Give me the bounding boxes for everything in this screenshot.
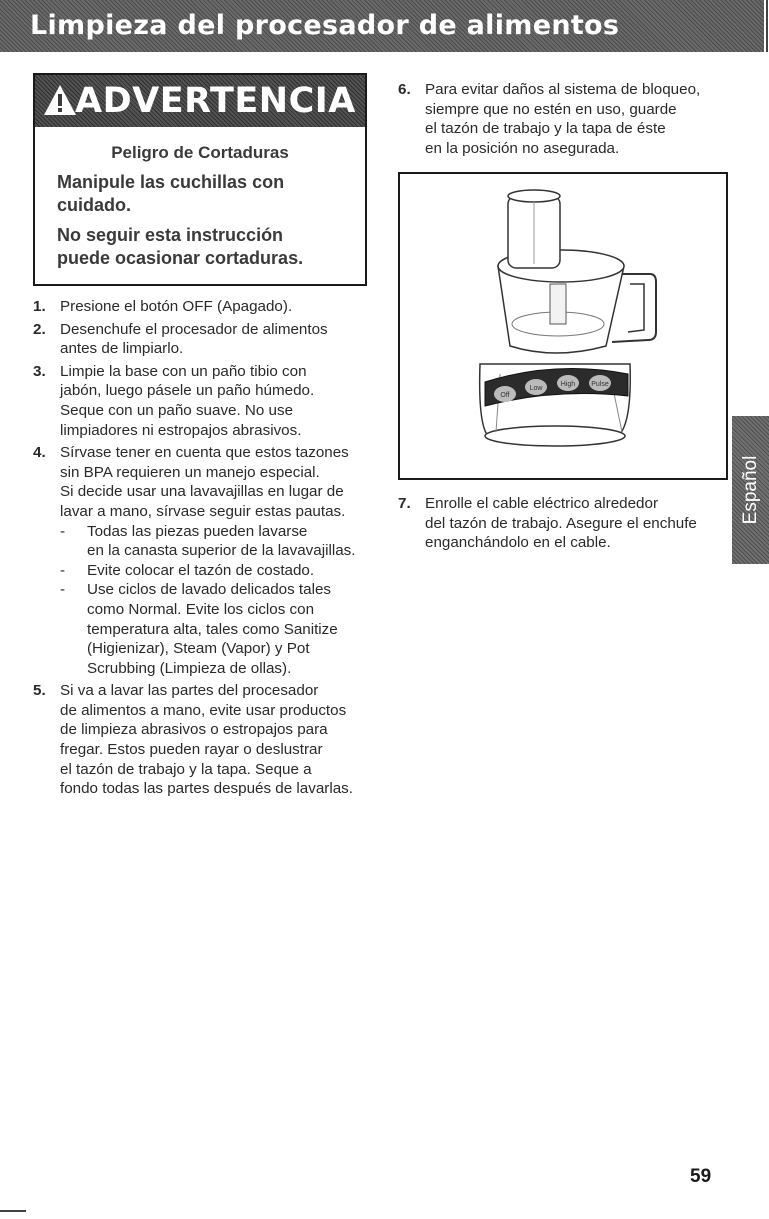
instructions-right-top [398,80,728,161]
step-text: Para evitar daños al sistema de bloqueo, [425,81,701,98]
step-text: limpiadores ni estropajos abrasivos. [60,421,302,439]
step-text: antes de limpiarlo. [60,340,184,358]
high-button-label: High [560,381,576,388]
step-text: en la posición no asegurada. [425,139,620,157]
step-4 [33,443,383,678]
step-1 [33,297,383,317]
page-number: 59 [690,1166,712,1187]
instructions-right-bottom [398,494,728,556]
sub-item [60,580,383,678]
step-text: Seque con un paño suave. No use [60,401,294,419]
section-title: Limpieza del procesador de alimentos [30,10,620,41]
step-5 [33,681,383,799]
step-text: Si decide usar una lavavajillas en lugar de [60,483,344,501]
step-number: 4. [33,444,46,462]
dash-marker: - [60,522,66,540]
step-2 [33,320,383,359]
step-number: 2. [33,320,46,338]
step-text: fregar. Estos pueden rayar o deslustrar [60,741,323,759]
step-text: siempre que no estén en uso, guarde [425,100,677,118]
sub-item [60,561,383,581]
sub-item-text: Todas las piezas pueden lavarse [87,522,308,540]
language-label: Español [739,455,761,525]
step-number: 6. [398,81,411,98]
warning-subtitle: Peligro de Cortaduras [111,143,289,162]
warning-title: ADVERTENCIA [75,81,356,121]
step-text: Enrolle el cable eléctrico alrededor [425,495,659,512]
step-number: 1. [33,298,46,315]
step-text: el tazón de trabajo y la tapa. Seque a [60,760,312,778]
sub-item [60,522,383,561]
step-6 [398,80,728,158]
language-side-tab [732,416,769,564]
warning-line: cuidado. [57,195,132,215]
step-text: Limpie la base con un paño tibio con [60,362,307,380]
step-text: sin BPA requieren un manejo especial. [60,463,320,481]
instructions-left-column [33,297,383,802]
crop-rule [0,1210,26,1212]
step-number: 7. [398,495,411,512]
step-text: Desenchufe el procesador de alimentos [60,320,328,338]
step-7 [398,494,728,553]
step-text: lavar a mano, sírvase seguir estas pautas. [60,502,346,520]
step-text: el tazón de trabajo y la tapa de éste [425,120,666,138]
warning-header [35,75,365,127]
step-text: enganchándolo en el cable. [425,534,611,552]
off-button-label: Off [500,392,510,399]
step-text: del tazón de trabajo. Asegure el enchufe [425,514,697,532]
sub-item-text: Use ciclos de lavado delicados tales [87,581,331,599]
section-header-bar [0,0,764,52]
step-text: de alimentos a mano, evite usar productos [60,701,347,719]
dash-marker: - [60,581,66,599]
dash-marker: - [60,561,66,579]
step-text: Sírvase tener en cuenta que estos tazones [60,444,349,462]
step-text: jabón, luego pásele un paño húmedo. [60,382,315,400]
sub-item-text: como Normal. Evite los ciclos con [87,600,315,618]
warning-box [33,73,367,286]
pulse-button-label: Pulse [591,381,609,388]
warning-triangle-icon [43,84,77,116]
sub-item-text: Evite colocar el tazón de costado. [87,561,315,579]
step-text: Si va a lavar las partes del procesador [60,682,319,700]
warning-line: No seguir esta instrucción [57,225,284,245]
step-3 [33,362,383,440]
sub-item-text: temperatura alta, tales como Sanitize [87,620,338,638]
warning-line: puede ocasionar cortaduras. [57,248,304,268]
step-text: de limpieza abrasivos o estropajos para [60,721,328,739]
step-number: 5. [33,682,46,700]
food-processor-drawing [400,174,726,478]
sub-item-text: en la canasta superior de la lavavajillas. [87,542,356,560]
step-text: Presione el botón OFF (Apagado). [60,298,293,315]
step-number: 3. [33,362,46,380]
low-button-label: Low [529,385,543,392]
sub-item-text: (Higienizar), Steam (Vapor) y Pot [87,640,310,658]
header-edge-rule [766,0,768,52]
warning-line: Manipule las cuchillas con [57,172,285,192]
sub-item-text: Scrubbing (Limpieza de ollas). [87,659,292,677]
step-text: fondo todas las partes después de lavarlas. [60,780,353,798]
food-processor-illustration [398,172,728,480]
